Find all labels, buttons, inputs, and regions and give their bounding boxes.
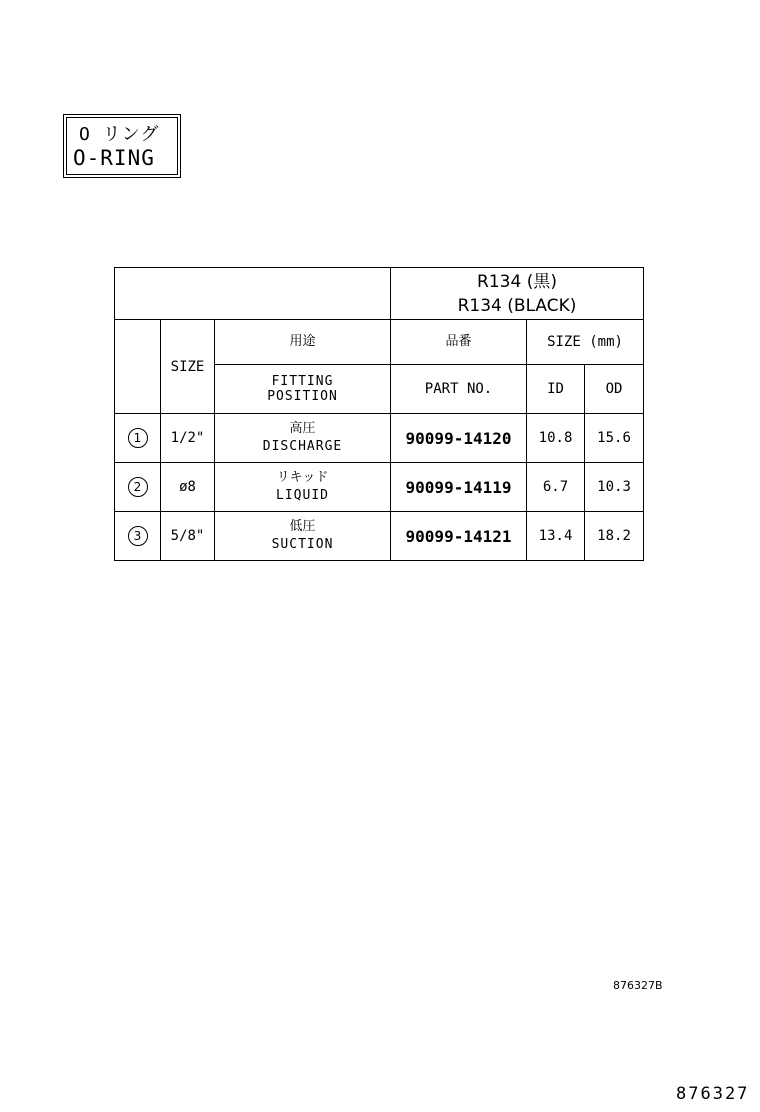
- table-row: [115, 414, 644, 463]
- title-english: O-RING: [73, 146, 155, 170]
- cell-fitting: 低圧 SUCTION: [215, 512, 391, 561]
- cell-od: 18.2: [585, 512, 644, 561]
- page-code: 876327: [676, 1084, 750, 1104]
- cell-part-number: 90099-14121: [391, 512, 527, 561]
- header-size-mm: SIZE (mm): [527, 320, 644, 365]
- title-box: [66, 117, 178, 175]
- refrigerant-en: R134 (BLACK): [457, 295, 577, 316]
- row-number-circle: 2: [128, 477, 148, 497]
- header-num-cell: [115, 320, 161, 414]
- cell-od: 10.3: [585, 463, 644, 512]
- illustration-code: 876327B: [613, 979, 663, 992]
- parts-table: [114, 267, 644, 561]
- header-fitting-jp: 用途: [215, 320, 391, 365]
- cell-id: 10.8: [527, 414, 585, 463]
- header-size: SIZE: [161, 320, 215, 414]
- cell-fitting: リキッド LIQUID: [215, 463, 391, 512]
- header-row-top: [115, 320, 644, 365]
- cell-id: 13.4: [527, 512, 585, 561]
- cell-part-number: 90099-14119: [391, 463, 527, 512]
- table-row: [115, 463, 644, 512]
- cell-size: 1/2": [161, 414, 215, 463]
- row-number-circle: 3: [128, 526, 148, 546]
- cell-id: 6.7: [527, 463, 585, 512]
- refrigerant-jp: R134 (黒): [477, 271, 557, 292]
- header-row-refrigerant: [115, 268, 644, 320]
- header-id: ID: [527, 365, 585, 414]
- header-part-jp: 品番: [391, 320, 527, 365]
- header-part-en: PART NO.: [391, 365, 527, 414]
- refrigerant-header: [391, 268, 644, 320]
- cell-part-number: 90099-14120: [391, 414, 527, 463]
- cell-size: ø8: [161, 463, 215, 512]
- header-blank-cell: [115, 268, 391, 320]
- cell-size: 5/8": [161, 512, 215, 561]
- table-row: [115, 512, 644, 561]
- title-japanese: O リング: [79, 124, 160, 145]
- cell-od: 15.6: [585, 414, 644, 463]
- header-od: OD: [585, 365, 644, 414]
- row-number-circle: 1: [128, 428, 148, 448]
- cell-fitting: 高圧 DISCHARGE: [215, 414, 391, 463]
- header-fitting-en: FITTING POSITION: [215, 365, 391, 414]
